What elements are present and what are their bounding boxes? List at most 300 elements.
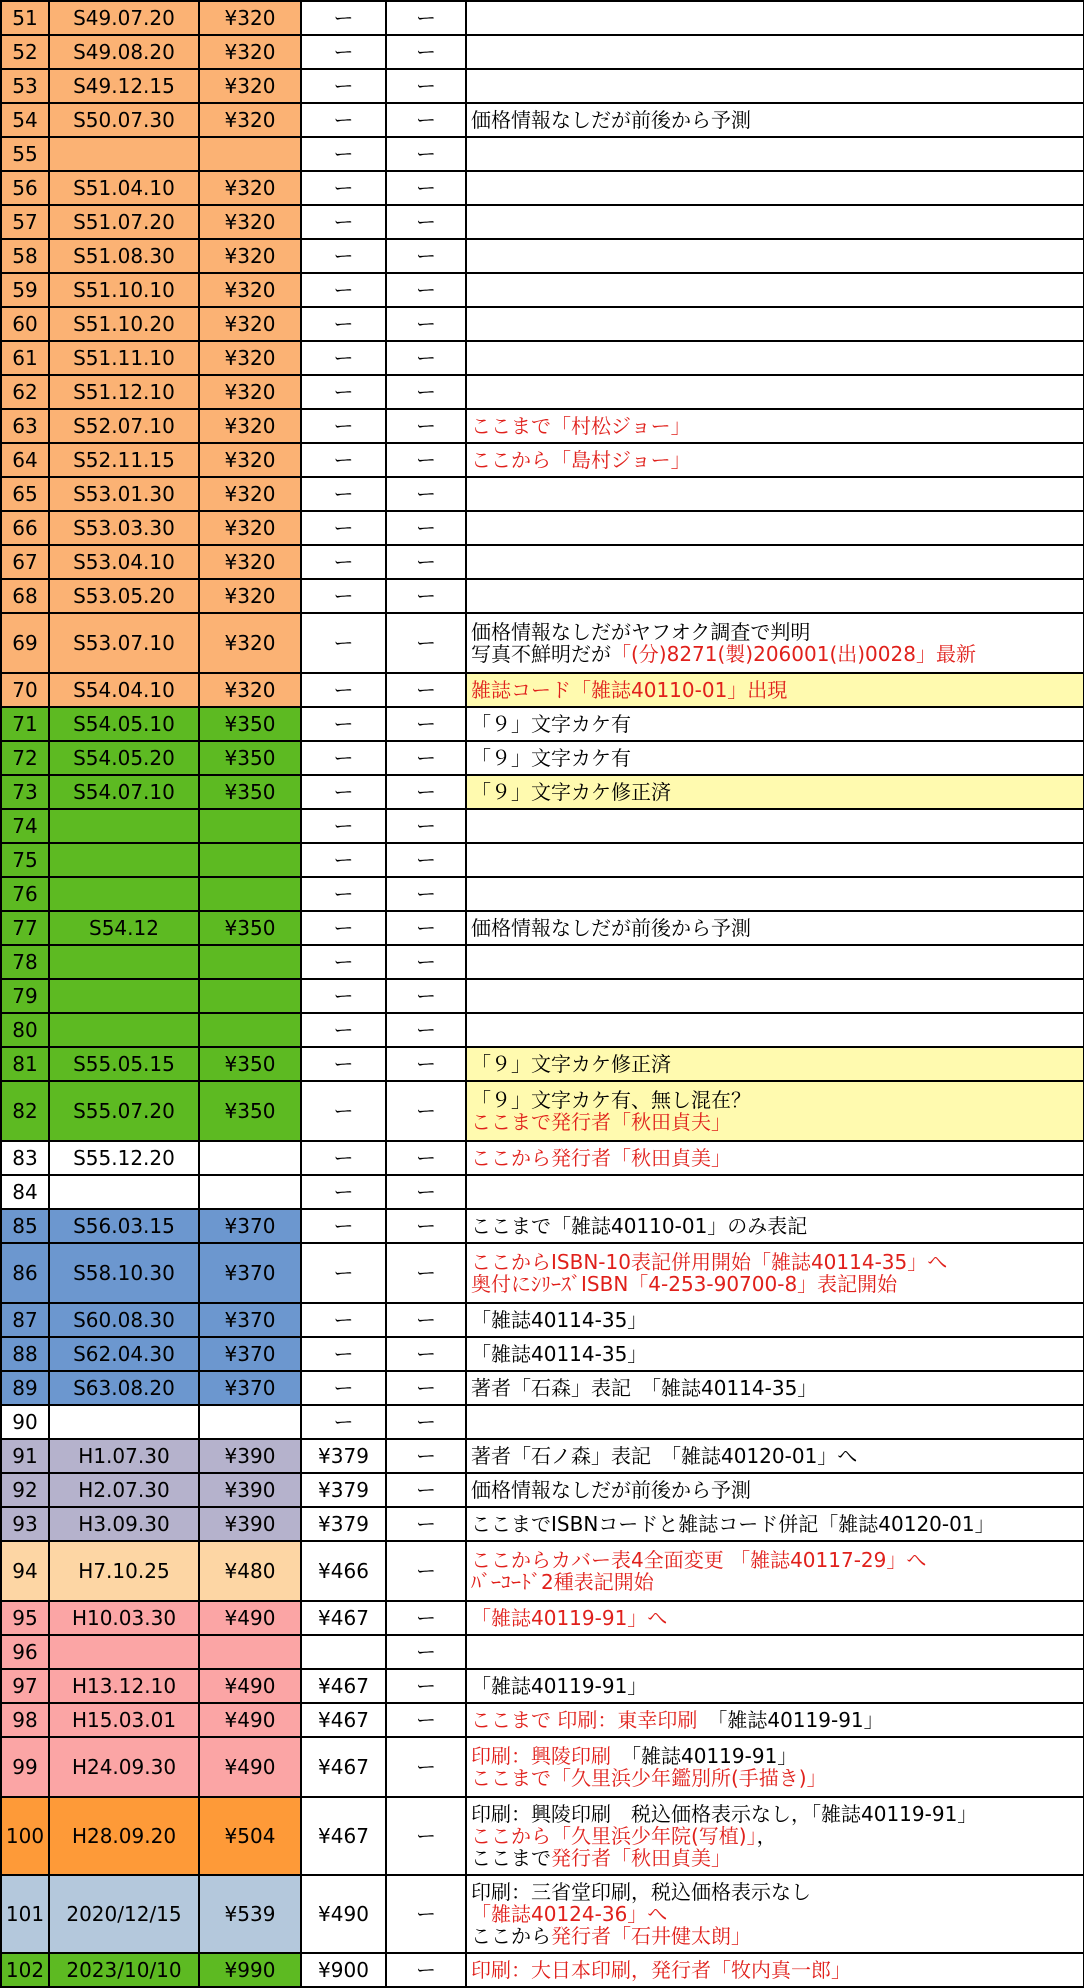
note-line: [471, 643, 1079, 665]
table-row: [1, 809, 1084, 843]
price-excl-tax-cell: ー: [301, 171, 386, 205]
note-line: [471, 1147, 1079, 1169]
notes-cell: [466, 775, 1084, 809]
issue-number-cell: 78: [1, 945, 49, 979]
table-row: [1, 1, 1084, 35]
table-row: [1, 1013, 1084, 1047]
price-excl-tax-cell: ー: [301, 809, 386, 843]
notes-cell: [466, 1243, 1084, 1303]
extra-cell: ー: [386, 1439, 466, 1473]
notes-cell: [466, 239, 1084, 273]
extra-cell: ー: [386, 1081, 466, 1141]
price-cell: ¥320: [199, 35, 301, 69]
issue-number-cell: 52: [1, 35, 49, 69]
issue-date-cell: H24.09.30: [49, 1737, 199, 1797]
price-excl-tax-cell: ー: [301, 477, 386, 511]
notes-cell: [466, 69, 1084, 103]
note-line: [471, 713, 1079, 735]
notes-cell: [466, 579, 1084, 613]
notes-cell: [466, 1141, 1084, 1175]
note-text: 写真不鮮明だが: [471, 642, 611, 666]
price-excl-tax-cell: ー: [301, 1405, 386, 1439]
note-text-red: 発行者「石井健太朗」: [551, 1924, 751, 1948]
notes-cell: [466, 137, 1084, 171]
note-line: [471, 1607, 1079, 1629]
price-excl-tax-cell: ¥379: [301, 1439, 386, 1473]
issue-date-cell: [49, 945, 199, 979]
issue-date-cell: S51.11.10: [49, 341, 199, 375]
issue-number-cell: 83: [1, 1141, 49, 1175]
extra-cell: ー: [386, 35, 466, 69]
table-row: [1, 1635, 1084, 1669]
price-cell: ¥504: [199, 1797, 301, 1875]
issue-number-cell: 60: [1, 307, 49, 341]
issue-date-cell: H10.03.30: [49, 1601, 199, 1635]
issue-number-cell: 59: [1, 273, 49, 307]
note-text: ここまで「雑誌40110-01」のみ表記: [471, 1214, 808, 1238]
table-row: [1, 171, 1084, 205]
issue-number-cell: 68: [1, 579, 49, 613]
table-row: [1, 707, 1084, 741]
price-excl-tax-cell: ー: [301, 511, 386, 545]
note-text: 価格情報なしだが前後から予測: [471, 108, 751, 132]
issue-date-cell: S54.07.10: [49, 775, 199, 809]
price-excl-tax-cell: ー: [301, 239, 386, 273]
note-line: [471, 1251, 1079, 1273]
issue-date-cell: S53.03.30: [49, 511, 199, 545]
issue-date-cell: H28.09.20: [49, 1797, 199, 1875]
note-line: [471, 1925, 1079, 1947]
price-cell: ¥350: [199, 775, 301, 809]
price-excl-tax-cell: ー: [301, 375, 386, 409]
issue-number-cell: 61: [1, 341, 49, 375]
issue-date-cell: S53.07.10: [49, 613, 199, 673]
price-cell: [199, 945, 301, 979]
notes-cell: [466, 103, 1084, 137]
price-excl-tax-cell: ¥490: [301, 1875, 386, 1953]
note-line: [471, 1709, 1079, 1731]
price-cell: [199, 137, 301, 171]
issue-number-cell: 99: [1, 1737, 49, 1797]
price-cell: ¥350: [199, 1081, 301, 1141]
extra-cell: ー: [386, 341, 466, 375]
table-row: [1, 443, 1084, 477]
issue-number-cell: 75: [1, 843, 49, 877]
note-text-red: ここまで「久里浜少年鑑別所(手描き)」: [471, 1766, 827, 1790]
price-cell: ¥370: [199, 1337, 301, 1371]
extra-cell: ー: [386, 1669, 466, 1703]
notes-cell: [466, 707, 1084, 741]
table-row: [1, 35, 1084, 69]
price-excl-tax-cell: ー: [301, 341, 386, 375]
extra-cell: ー: [386, 1473, 466, 1507]
table-row: [1, 1953, 1084, 1987]
notes-cell: [466, 1797, 1084, 1875]
price-cell: ¥320: [199, 579, 301, 613]
price-excl-tax-cell: ー: [301, 1175, 386, 1209]
issue-date-cell: [49, 809, 199, 843]
price-excl-tax-cell: ¥467: [301, 1669, 386, 1703]
price-cell: ¥320: [199, 477, 301, 511]
issue-number-cell: 93: [1, 1507, 49, 1541]
price-excl-tax-cell: ー: [301, 1013, 386, 1047]
issue-number-cell: 77: [1, 911, 49, 945]
extra-cell: ー: [386, 545, 466, 579]
note-text-red: 印刷：興陵印刷: [471, 1744, 631, 1768]
issue-number-cell: 91: [1, 1439, 49, 1473]
note-line: [471, 621, 1079, 643]
issue-number-cell: 84: [1, 1175, 49, 1209]
issue-date-cell: S60.08.30: [49, 1303, 199, 1337]
table-row: [1, 511, 1084, 545]
price-excl-tax-cell: ー: [301, 137, 386, 171]
price-cell: ¥320: [199, 613, 301, 673]
table-row: [1, 341, 1084, 375]
table-row: [1, 1737, 1084, 1797]
table-row: [1, 409, 1084, 443]
table-row: [1, 1405, 1084, 1439]
extra-cell: ー: [386, 443, 466, 477]
notes-cell: [466, 1473, 1084, 1507]
notes-cell: [466, 1047, 1084, 1081]
price-excl-tax-cell: ー: [301, 579, 386, 613]
table-row: [1, 1337, 1084, 1371]
price-excl-tax-cell: ー: [301, 843, 386, 877]
extra-cell: ー: [386, 273, 466, 307]
table-row: [1, 877, 1084, 911]
note-text-red: ここまで発行者「秋田貞夫」: [471, 1110, 731, 1134]
price-cell: ¥370: [199, 1243, 301, 1303]
price-excl-tax-cell: ー: [301, 1, 386, 35]
extra-cell: ー: [386, 673, 466, 707]
note-line: [471, 917, 1079, 939]
extra-cell: ー: [386, 69, 466, 103]
issue-number-cell: 85: [1, 1209, 49, 1243]
notes-cell: [466, 1875, 1084, 1953]
issue-date-cell: S55.12.20: [49, 1141, 199, 1175]
note-text-red: ここまで 印刷：東幸印刷: [471, 1708, 718, 1732]
note-line: [471, 1803, 1079, 1825]
extra-cell: ー: [386, 1209, 466, 1243]
note-text: 著者「石森」表記 「雑誌40114-35」: [471, 1376, 818, 1400]
price-excl-tax-cell: ー: [301, 205, 386, 239]
price-excl-tax-cell: ー: [301, 1337, 386, 1371]
issue-number-cell: 51: [1, 1, 49, 35]
price-cell: ¥320: [199, 341, 301, 375]
price-excl-tax-cell: ¥379: [301, 1507, 386, 1541]
issue-number-cell: 87: [1, 1303, 49, 1337]
issue-number-cell: 69: [1, 613, 49, 673]
price-cell: ¥320: [199, 673, 301, 707]
note-line: [471, 1513, 1079, 1535]
issue-number-cell: 100: [1, 1797, 49, 1875]
note-text-red: ここから発行者「秋田貞美」: [471, 1146, 731, 1170]
extra-cell: ー: [386, 707, 466, 741]
price-cell: ¥320: [199, 511, 301, 545]
table-row: [1, 1669, 1084, 1703]
issue-number-cell: 65: [1, 477, 49, 511]
note-text: 「９」文字カケ有: [471, 746, 631, 770]
notes-cell: [466, 375, 1084, 409]
notes-cell: [466, 1953, 1084, 1987]
table-row: [1, 1601, 1084, 1635]
issue-date-cell: H3.09.30: [49, 1507, 199, 1541]
extra-cell: ー: [386, 1303, 466, 1337]
extra-cell: ー: [386, 137, 466, 171]
notes-cell: [466, 1209, 1084, 1243]
note-text-red: ﾊﾞｰｺｰﾄﾞ2種表記開始: [471, 1570, 654, 1594]
notes-cell: [466, 1669, 1084, 1703]
extra-cell: ー: [386, 843, 466, 877]
price-excl-tax-cell: ー: [301, 613, 386, 673]
extra-cell: ー: [386, 511, 466, 545]
price-excl-tax-cell: ー: [301, 1047, 386, 1081]
table-body: [1, 1, 1084, 1987]
extra-cell: ー: [386, 1175, 466, 1209]
note-line: [471, 1825, 1079, 1847]
notes-cell: [466, 613, 1084, 673]
table-row: [1, 843, 1084, 877]
issue-number-cell: 53: [1, 69, 49, 103]
notes-cell: [466, 741, 1084, 775]
issue-number-cell: 89: [1, 1371, 49, 1405]
notes-cell: [466, 1303, 1084, 1337]
table-row: [1, 775, 1084, 809]
note-line: [471, 415, 1079, 437]
extra-cell: ー: [386, 877, 466, 911]
notes-cell: [466, 673, 1084, 707]
issue-number-cell: 102: [1, 1953, 49, 1987]
extra-cell: ー: [386, 809, 466, 843]
issue-date-cell: [49, 1013, 199, 1047]
note-line: [471, 1675, 1079, 1697]
price-cell: ¥490: [199, 1669, 301, 1703]
note-text: 「９」文字カケ有: [471, 712, 631, 736]
note-line: [471, 1571, 1079, 1593]
issue-date-cell: H2.07.30: [49, 1473, 199, 1507]
table-row: [1, 979, 1084, 1013]
price-excl-tax-cell: ¥466: [301, 1541, 386, 1601]
issue-date-cell: S54.12: [49, 911, 199, 945]
extra-cell: ー: [386, 1371, 466, 1405]
extra-cell: ー: [386, 375, 466, 409]
table-row: [1, 1797, 1084, 1875]
issue-number-cell: 57: [1, 205, 49, 239]
note-text-red: ここから「久里浜少年院(写植)」: [471, 1824, 757, 1848]
price-excl-tax-cell: ー: [301, 1209, 386, 1243]
note-line: [471, 1549, 1079, 1571]
notes-cell: [466, 1175, 1084, 1209]
issue-number-cell: 97: [1, 1669, 49, 1703]
table-row: [1, 911, 1084, 945]
price-cell: ¥320: [199, 239, 301, 273]
issue-number-cell: 81: [1, 1047, 49, 1081]
note-text: 「９」文字カケ有、無し混在？: [471, 1088, 751, 1112]
note-line: [471, 1053, 1079, 1075]
table-row: [1, 1047, 1084, 1081]
price-cell: ¥320: [199, 1, 301, 35]
notes-cell: [466, 979, 1084, 1013]
table-row: [1, 1243, 1084, 1303]
price-cell: [199, 1405, 301, 1439]
price-excl-tax-cell: ー: [301, 1141, 386, 1175]
table-row: [1, 1371, 1084, 1405]
table-row: [1, 1141, 1084, 1175]
table-row: [1, 1303, 1084, 1337]
price-excl-tax-cell: ー: [301, 775, 386, 809]
issue-number-cell: 82: [1, 1081, 49, 1141]
price-excl-tax-cell: ¥379: [301, 1473, 386, 1507]
note-text-red: 「(分)8271(製)206001(出)0028」最新: [611, 642, 976, 666]
notes-cell: [466, 911, 1084, 945]
price-cell: ¥350: [199, 707, 301, 741]
extra-cell: ー: [386, 1541, 466, 1601]
notes-cell: [466, 171, 1084, 205]
table-row: [1, 1473, 1084, 1507]
extra-cell: ー: [386, 775, 466, 809]
issue-number-cell: 92: [1, 1473, 49, 1507]
note-line: [471, 1745, 1079, 1767]
table-row: [1, 103, 1084, 137]
issue-number-cell: 86: [1, 1243, 49, 1303]
price-cell: ¥350: [199, 1047, 301, 1081]
table-row: [1, 477, 1084, 511]
table-row: [1, 1175, 1084, 1209]
price-cell: ¥390: [199, 1473, 301, 1507]
table-row: [1, 1875, 1084, 1953]
price-cell: ¥320: [199, 443, 301, 477]
issue-date-cell: S54.05.20: [49, 741, 199, 775]
issue-date-cell: 2023/10/10: [49, 1953, 199, 1987]
extra-cell: ー: [386, 911, 466, 945]
issue-date-cell: S58.10.30: [49, 1243, 199, 1303]
price-excl-tax-cell: ー: [301, 911, 386, 945]
note-line: [471, 1273, 1079, 1295]
table-row: [1, 741, 1084, 775]
note-text: 「９」文字カケ修正済: [471, 780, 671, 804]
issue-number-cell: 72: [1, 741, 49, 775]
note-line: [471, 449, 1079, 471]
issue-date-cell: [49, 1175, 199, 1209]
note-line: [471, 747, 1079, 769]
extra-cell: ー: [386, 1243, 466, 1303]
price-cell: ¥370: [199, 1371, 301, 1405]
table-row: [1, 1507, 1084, 1541]
issue-date-cell: H1.07.30: [49, 1439, 199, 1473]
issue-number-cell: 74: [1, 809, 49, 843]
extra-cell: ー: [386, 1, 466, 35]
note-text: 価格情報なしだがヤフオク調査で判明: [471, 620, 811, 644]
note-text-red: ここまで「村松ジョー」: [471, 414, 691, 438]
note-text-red: ここからカバー表4全面変更 「雑誌40117-29」へ: [471, 1548, 927, 1572]
table-row: [1, 1081, 1084, 1141]
price-excl-tax-cell: ー: [301, 1243, 386, 1303]
price-excl-tax-cell: ¥467: [301, 1601, 386, 1635]
issue-number-cell: 94: [1, 1541, 49, 1601]
issue-date-cell: S51.04.10: [49, 171, 199, 205]
issue-number-cell: 101: [1, 1875, 49, 1953]
issue-number-cell: 66: [1, 511, 49, 545]
note-text: 「雑誌40114-35」: [471, 1308, 648, 1332]
extra-cell: ー: [386, 945, 466, 979]
issue-number-cell: 76: [1, 877, 49, 911]
issue-date-cell: S55.05.15: [49, 1047, 199, 1081]
notes-cell: [466, 1405, 1084, 1439]
extra-cell: ー: [386, 1601, 466, 1635]
notes-cell: [466, 1, 1084, 35]
issue-date-cell: S51.08.30: [49, 239, 199, 273]
price-excl-tax-cell: ー: [301, 1303, 386, 1337]
extra-cell: ー: [386, 1141, 466, 1175]
issue-date-cell: S49.12.15: [49, 69, 199, 103]
table-row: [1, 613, 1084, 673]
price-cell: ¥490: [199, 1601, 301, 1635]
price-excl-tax-cell: ー: [301, 945, 386, 979]
table-row: [1, 579, 1084, 613]
note-line: [471, 1959, 1079, 1981]
price-excl-tax-cell: ー: [301, 545, 386, 579]
issue-number-cell: 95: [1, 1601, 49, 1635]
note-line: [471, 1111, 1079, 1133]
extra-cell: ー: [386, 1737, 466, 1797]
notes-cell: [466, 409, 1084, 443]
issue-date-cell: H7.10.25: [49, 1541, 199, 1601]
note-text: ここまでISBNコードと雑誌コード併記「雑誌40120-01」: [471, 1512, 995, 1536]
issue-date-cell: S53.01.30: [49, 477, 199, 511]
note-text: 「雑誌40119-91」: [471, 1674, 648, 1698]
notes-cell: [466, 35, 1084, 69]
issue-date-cell: S53.04.10: [49, 545, 199, 579]
notes-cell: [466, 1337, 1084, 1371]
issue-number-cell: 80: [1, 1013, 49, 1047]
notes-cell: [466, 843, 1084, 877]
note-text: 印刷：三省堂印刷，税込価格表示なし: [471, 1880, 811, 1904]
price-cell: ¥320: [199, 171, 301, 205]
notes-cell: [466, 1371, 1084, 1405]
issue-date-cell: H15.03.01: [49, 1703, 199, 1737]
price-excl-tax-cell: ー: [301, 69, 386, 103]
note-text: 価格情報なしだが前後から予測: [471, 1478, 751, 1502]
issue-date-cell: S53.05.20: [49, 579, 199, 613]
note-text: 「雑誌40119-91」: [717, 1708, 884, 1732]
issue-date-cell: [49, 877, 199, 911]
issue-date-cell: S51.07.20: [49, 205, 199, 239]
extra-cell: ー: [386, 205, 466, 239]
table-row: [1, 1439, 1084, 1473]
price-cell: ¥320: [199, 103, 301, 137]
issue-number-cell: 79: [1, 979, 49, 1013]
notes-cell: [466, 1439, 1084, 1473]
price-excl-tax-cell: ¥467: [301, 1797, 386, 1875]
note-text: 「雑誌40114-35」: [471, 1342, 648, 1366]
extra-cell: ー: [386, 239, 466, 273]
price-cell: ¥320: [199, 69, 301, 103]
price-cell: ¥320: [199, 205, 301, 239]
table-row: [1, 1209, 1084, 1243]
price-cell: ¥539: [199, 1875, 301, 1953]
issue-number-cell: 67: [1, 545, 49, 579]
issue-number-cell: 90: [1, 1405, 49, 1439]
notes-cell: [466, 273, 1084, 307]
table-row: [1, 545, 1084, 579]
note-text: 著者「石ノ森」表記 「雑誌40120-01」へ: [471, 1444, 858, 1468]
issue-number-cell: 88: [1, 1337, 49, 1371]
price-cell: [199, 1013, 301, 1047]
notes-cell: [466, 945, 1084, 979]
table-row: [1, 307, 1084, 341]
notes-cell: [466, 1081, 1084, 1141]
issue-date-cell: S49.07.20: [49, 1, 199, 35]
